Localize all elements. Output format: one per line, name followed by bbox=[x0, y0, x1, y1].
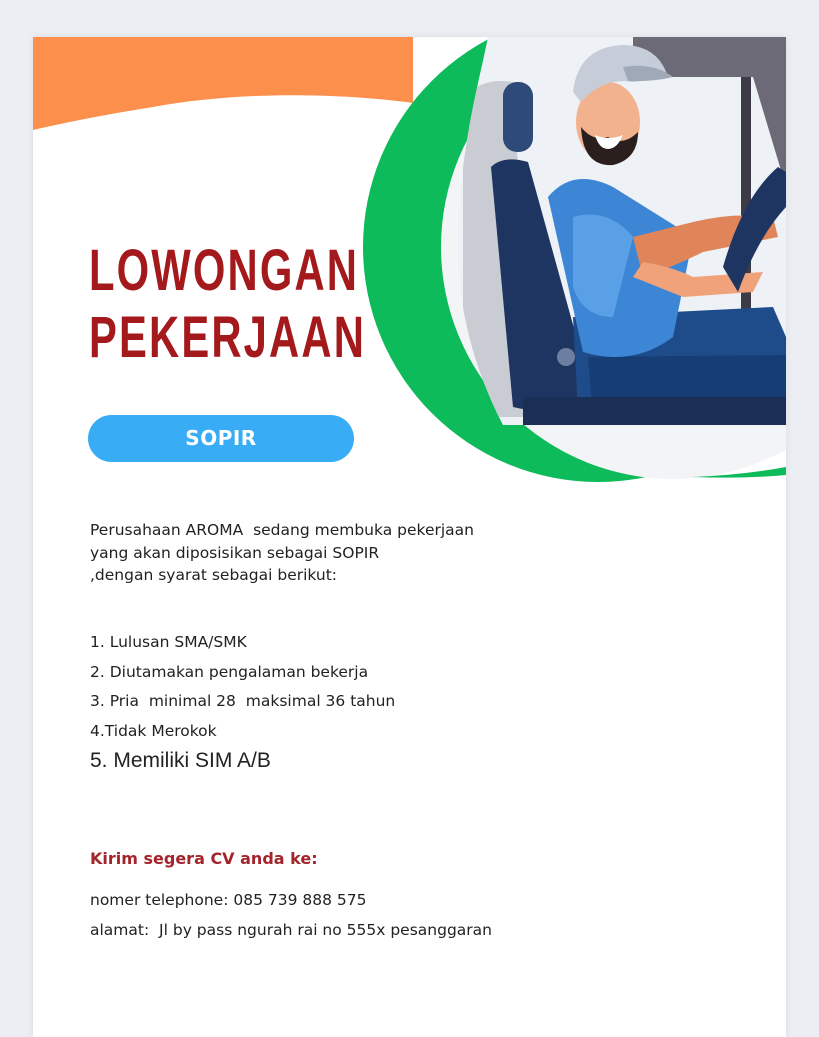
requirement-item: 2. Diutamakan pengalaman bekerja bbox=[90, 662, 369, 681]
requirements-list bbox=[90, 628, 395, 776]
position-badge: SOPIR bbox=[88, 415, 354, 462]
title-line-1: LOWONGAN bbox=[89, 238, 360, 303]
cta-heading: Kirim segera CV anda ke: bbox=[90, 849, 318, 868]
intro-line-1: Perusahaan AROMA sedang membuka pekerjaan bbox=[90, 521, 474, 539]
requirement-item: 5. Memiliki SIM A/B bbox=[90, 749, 271, 772]
intro-line-2: yang akan diposisikan sebagai SOPIR bbox=[90, 543, 380, 562]
page-title bbox=[89, 237, 366, 371]
intro-text bbox=[90, 519, 474, 587]
phone-line: nomer telephone: 085 739 888 575 bbox=[90, 891, 367, 909]
title-line-2: PEKERJAAN bbox=[89, 305, 367, 370]
requirement-item: 3. Pria minimal 28 maksimal 36 tahun bbox=[90, 692, 396, 710]
job-poster-card bbox=[33, 37, 786, 1037]
driver-illustration bbox=[453, 37, 786, 427]
intro-line-3: ,dengan syarat sebagai berikut: bbox=[90, 566, 338, 584]
requirement-item: 4.Tidak Merokok bbox=[90, 721, 217, 740]
contact-info bbox=[90, 885, 492, 945]
requirement-item: 1. Lulusan SMA/SMK bbox=[90, 633, 247, 651]
address-line: alamat: Jl by pass ngurah rai no 555x pesanggaran bbox=[90, 921, 492, 939]
